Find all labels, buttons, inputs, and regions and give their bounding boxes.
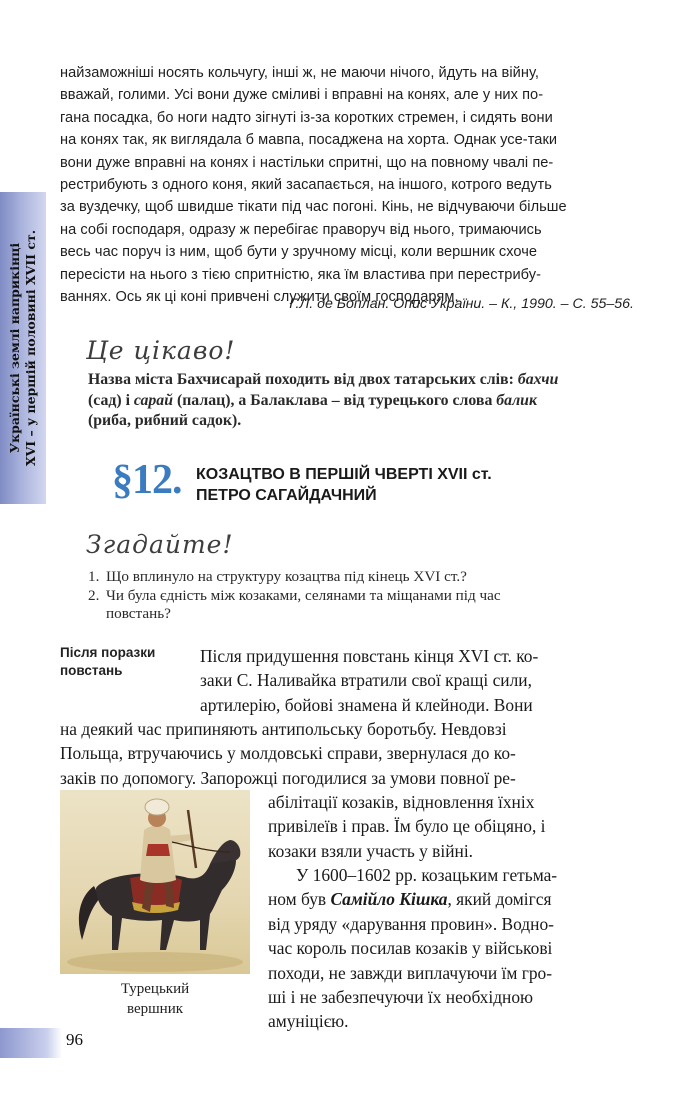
interesting-word: сарай bbox=[133, 391, 173, 409]
section-title bbox=[196, 464, 492, 506]
body-line: амуніцією. bbox=[268, 1011, 349, 1032]
section-number: §12. bbox=[112, 457, 182, 503]
question-number: 1. bbox=[88, 568, 100, 585]
section-title-line1: КОЗАЦТВО В ПЕРШІЙ ЧВЕРТІ XVII ст. bbox=[196, 466, 492, 483]
body-paragraph-2 bbox=[60, 717, 636, 790]
turkish-horseman-illustration bbox=[60, 790, 250, 974]
question-number: 2. bbox=[88, 586, 100, 604]
body-line: Польща, втручаючись у молдовські справи, звернулася до ко- bbox=[60, 743, 516, 764]
body-line: абілітації козаків, відновлення їхніх bbox=[268, 792, 535, 812]
quote-line: вважай, голими. Усі вони дуже сміливі і вправні на конях, але у них по- bbox=[60, 87, 544, 104]
body-text-part: ном був bbox=[268, 889, 331, 910]
interesting-word: балик bbox=[496, 391, 537, 409]
quote-line: на конях так, як виглядала б мавпа, посаджена на хорта. Однак усе-таки bbox=[60, 132, 558, 149]
caption-line2: вершник bbox=[126, 1001, 184, 1017]
chapter-title-vertical bbox=[7, 192, 39, 504]
quote-block bbox=[60, 62, 638, 308]
body-paragraph-4 bbox=[268, 863, 636, 1034]
body-line: У 1600–1602 рр. козацьким гетьма- bbox=[296, 865, 558, 885]
hetman-name: Самійло Кішка bbox=[330, 889, 448, 910]
quote-line: весь час поруч із ним, щоб бути у зручному місці, коли вершник схоче bbox=[60, 244, 538, 261]
page-number: 96 bbox=[66, 1030, 83, 1049]
interesting-word: бахчи bbox=[517, 371, 559, 388]
quote-line: на собі господаря, одразу ж перебігає праворуч від нього, тримаючись bbox=[60, 221, 542, 238]
quote-line: пересісти на нього з тією спритністю, яка їм властива при перестрибу- bbox=[60, 266, 542, 283]
interesting-text-part: (палац), а Балаклава – від турецького слова bbox=[173, 391, 497, 409]
quote-line: ваннях. Ось як ці коні привчені служити своїм господарям. bbox=[60, 289, 459, 306]
interesting-text-part: (риба, рибний садок). bbox=[88, 412, 242, 429]
body-paragraph-3 bbox=[268, 790, 636, 863]
body-line: від уряду «дарування провин». Водно- bbox=[268, 913, 554, 934]
horseman-drawing bbox=[60, 790, 250, 974]
body-line: ші і не забезпечуючи їх необхідною bbox=[268, 987, 534, 1008]
body-paragraph-1 bbox=[200, 644, 634, 717]
question-item bbox=[88, 568, 638, 587]
caption-line1: Турецький bbox=[120, 981, 190, 997]
body-text-part: , який домігся bbox=[447, 889, 552, 910]
quote-source: Г.Л. де Боплан. Опис України. – К., 1990. – С. 55–56. bbox=[289, 296, 634, 312]
margin-note: Після поразки повстань bbox=[60, 645, 156, 678]
question-text bbox=[106, 587, 501, 624]
interesting-text-part: Назва міста Бахчисарай походить від двох татарських слів: bbox=[88, 371, 518, 388]
body-line: Після придушення повстань кінця XVI ст. ко- bbox=[200, 646, 539, 666]
body-line bbox=[268, 887, 636, 911]
body-line: походи, не завжди виплачуючи їм гро- bbox=[268, 962, 553, 983]
quote-line: рестрибують з одного коня, який засапається, на іншого, котрого ведуть bbox=[60, 177, 552, 194]
body-line: привілеїв і прав. Їм було це обіцяно, і bbox=[268, 816, 546, 837]
recall-questions bbox=[88, 568, 638, 624]
question-text: Що вплинуло на структуру козацтва під кінець XVI ст.? bbox=[106, 568, 467, 585]
chapter-title-line1: Українські землі наприкінці bbox=[7, 242, 22, 454]
interesting-text bbox=[88, 370, 636, 432]
body-line: артилерію, бойові знамена й клейноди. Вони bbox=[200, 694, 533, 715]
quote-line: гана посадка, бо ноги надто зігнуті із-за коротких стремен, і сидять вони bbox=[60, 109, 553, 126]
body-line: час король посилав козаків у військові bbox=[268, 938, 553, 959]
question-text-line: Чи була єдність між козаками, селянами та міщанами під час bbox=[106, 586, 501, 604]
body-line: козаки взяли участь у війні. bbox=[268, 840, 474, 861]
question-text-line: повстань? bbox=[106, 605, 171, 622]
quote-line: за вуздечку, щоб швидше тікати під час погоні. Кінь, не відчуваючи більше bbox=[60, 199, 567, 216]
quote-line: найзаможніші носять кольчугу, інші ж, не маючи нічого, йдуть на війну, bbox=[60, 65, 539, 81]
recall-heading: Згадайте! bbox=[86, 530, 234, 559]
page-footer-bar bbox=[0, 1028, 62, 1058]
question-item bbox=[88, 587, 638, 624]
interesting-text-part: (сад) і bbox=[88, 391, 134, 409]
body-line: заки С. Наливайка втратили свої кращі сили, bbox=[200, 670, 532, 691]
chapter-title-line2: XVI – у першій половині XVII ст. bbox=[23, 229, 38, 467]
section-title-line2: ПЕТРО САГАЙДАЧНИЙ bbox=[196, 487, 377, 504]
body-line: на деякий час припиняють антипольську боротьбу. Невдовзі bbox=[60, 719, 507, 739]
interesting-heading: Це цікаво! bbox=[86, 336, 236, 365]
figure-caption bbox=[60, 979, 250, 1019]
body-line: заків по допомогу. Запорожці погодилися за умови повної ре- bbox=[60, 767, 516, 788]
quote-line: вони дуже вправні на конях і настільки спритні, що на повному чвалі пе- bbox=[60, 154, 554, 171]
